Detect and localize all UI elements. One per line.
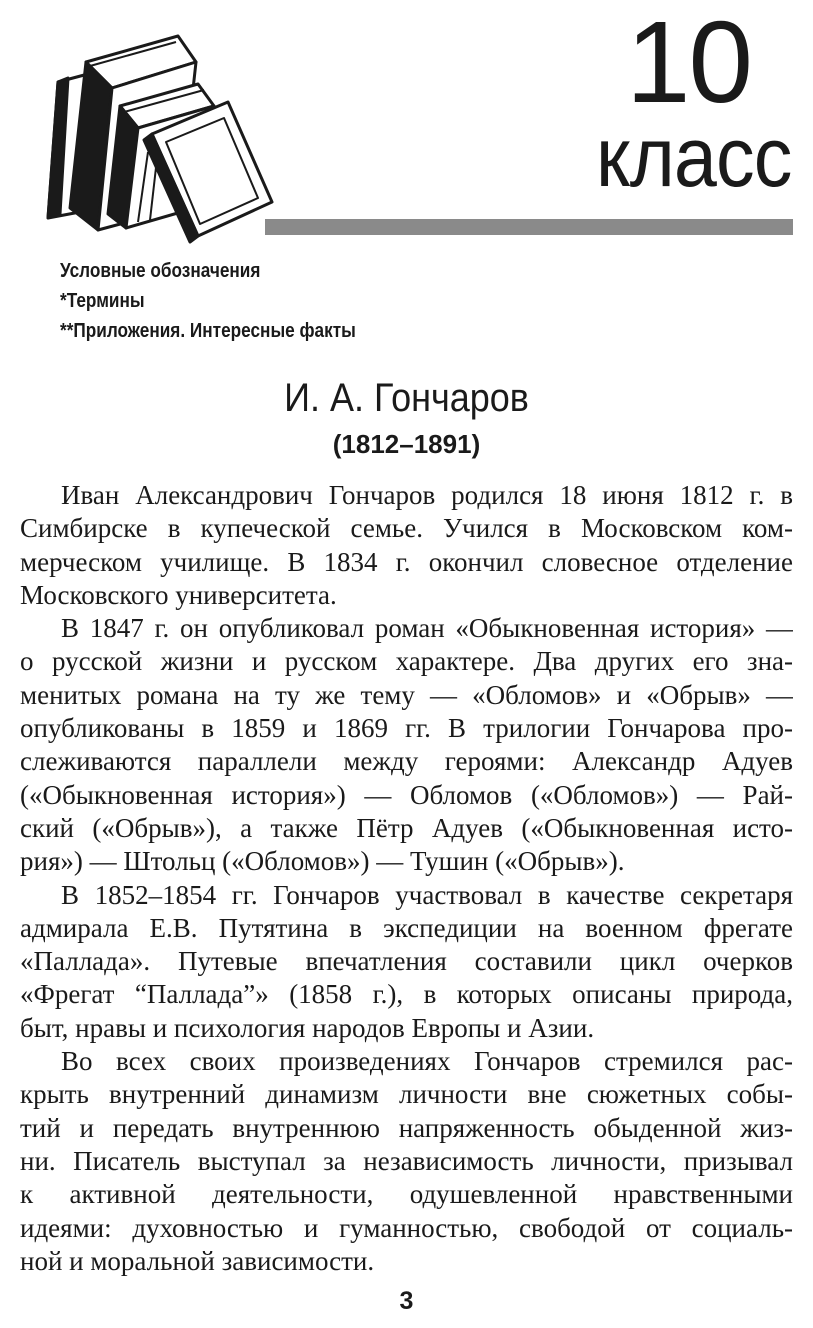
body-line: ной и моральной зависимости. [20, 1245, 375, 1276]
body-line: Московского университета. [20, 579, 337, 610]
article-body [20, 479, 793, 1278]
body-line: крыть внутренний динамизм личности вне сюжетных собы- [20, 1079, 793, 1110]
books-stack-icon [28, 22, 278, 244]
body-line: В 1847 г. он опубликовал роман «Обыкновенная история» — [61, 613, 793, 644]
body-line: ни. Писатель выступал за независимость личности, призывал [20, 1145, 793, 1176]
body-line: о русской жизни и русском характере. Два других его зна- [20, 646, 793, 677]
body-line: опубликованы в 1859 и 1869 гг. В трилогии Гончарова про- [20, 713, 793, 744]
article-years: (1812–1891) [332, 429, 481, 459]
body-line: слеживаются параллели между героями: Александр Адуев [20, 746, 793, 777]
grade-number: 10 [625, 0, 751, 127]
legend-terms: *Термины [60, 290, 145, 312]
body-line: адмирала Е.В. Путятина в экспедиции на военном фрегате [20, 912, 793, 943]
body-line: «Паллада». Путевые впечатления составили цикл очерков [20, 946, 793, 977]
article-title: И. А. Гончаров [284, 376, 529, 420]
body-line: идеями: духовностью и гуманностью, свободой от социаль- [20, 1212, 793, 1243]
grade-divider-bar [265, 219, 793, 235]
body-line: («Обыкновенная история») — Обломов («Обломов») — Рай- [20, 779, 793, 810]
body-line: Иван Александрович Гончаров родился 18 июня 1812 г. в [61, 480, 793, 510]
body-line: Во всех своих произведениях Гончаров стремился рас- [61, 1046, 793, 1077]
grade-word: класс [595, 110, 791, 204]
body-line: В 1852–1854 гг. Гончаров участвовал в качестве секретаря [61, 879, 793, 910]
body-line: быт, нравы и психология народов Европы и Азии. [20, 1012, 595, 1043]
body-line: Симбирске в купеческой семье. Учился в Московском ком- [20, 513, 793, 544]
body-line: рия») — Штольц («Обломов») — Тушин («Обрыв»). [20, 846, 625, 877]
body-line: ский («Обрыв»), а также Пётр Адуев («Обыкновенная исто- [20, 812, 793, 843]
body-line: мерческом училище. В 1834 г. окончил словесное отделение [20, 546, 793, 577]
legend [60, 256, 356, 346]
body-line: тий и передать внутреннюю напряженность обыденной жиз- [20, 1112, 793, 1143]
page-number: 3 [399, 1287, 414, 1315]
body-line: к активной деятельности, одушевленной нравственными [20, 1179, 793, 1210]
body-line: «Фрегат “Паллада”» (1858 г.), в которых описаны природа, [20, 979, 793, 1010]
legend-title: Условные обозначения [60, 260, 261, 282]
body-line: менитых романа на ту же тему — «Обломов» и «Обрыв» — [20, 679, 793, 710]
legend-appendix: **Приложения. Интересные факты [60, 320, 356, 342]
